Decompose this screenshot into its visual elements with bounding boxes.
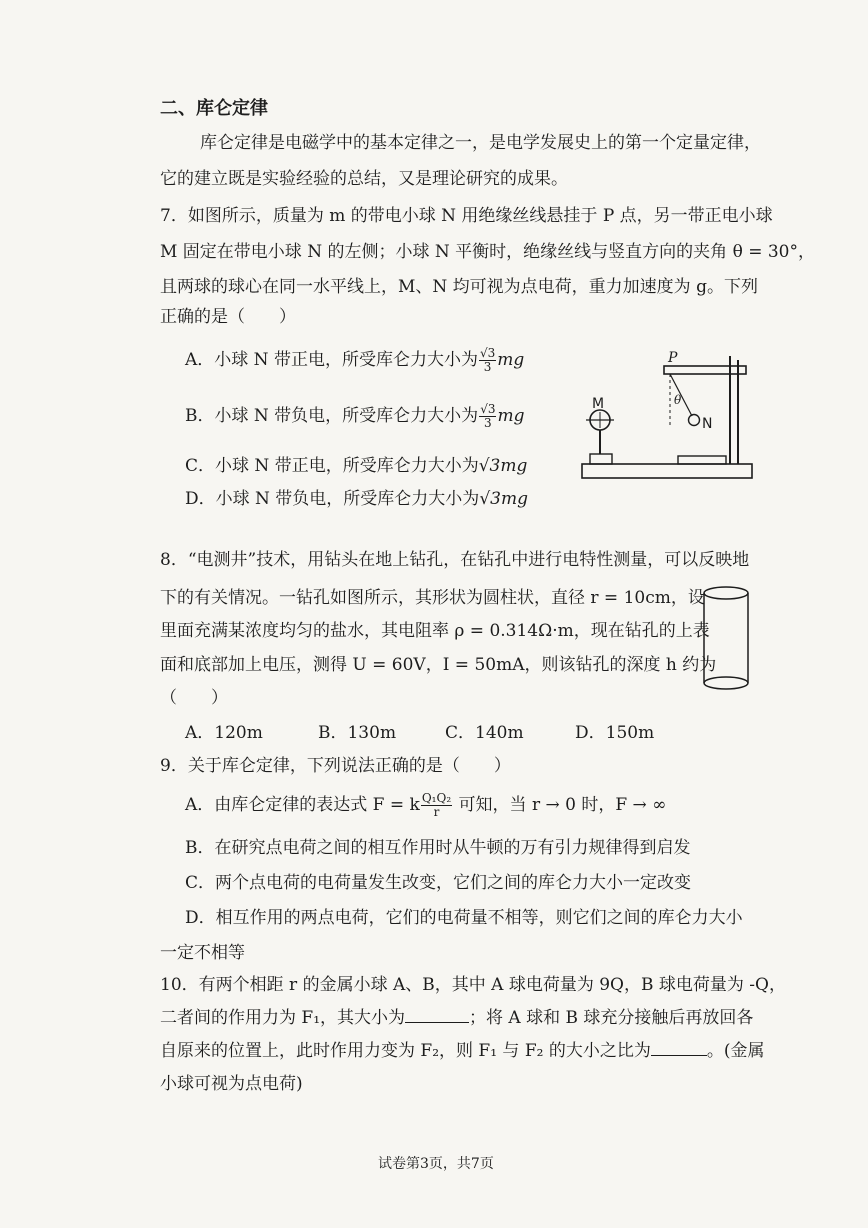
q7-option-a (185, 345, 524, 374)
q10-line-3-text-a: 自原来的位置上，此时作用力变为 F₂，则 F₁ 与 F₂ 的大小之比为 (160, 1041, 651, 1061)
q7-option-d-text: D．小球 N 带负电，所受库仑力大小为 (185, 489, 480, 509)
q7-option-a-text: A．小球 N 带正电，所受库仑力大小为 (185, 350, 478, 370)
cylinder-bottom-ellipse (704, 677, 748, 689)
fraction-numerator: √3 (480, 402, 496, 416)
q7-option-c-value: √3mg (478, 456, 528, 476)
page-footer: 试卷第3页，共7页 (378, 1156, 494, 1172)
q10-stem-line-2 (160, 1003, 753, 1028)
q9-option-a-fraction (421, 792, 452, 819)
figure-ball-n (689, 415, 700, 426)
q7-pendulum-figure (578, 346, 758, 486)
q8-option-b: B．130m (318, 723, 397, 743)
figure-m-stand-foot (590, 454, 612, 464)
fraction-denominator: 3 (483, 360, 492, 374)
q7-stem-line-3: 且两球的球心在同一水平线上，M、N 均可视为点电荷，重力加速度为 g。下列 (160, 277, 758, 297)
q7-option-c (185, 451, 527, 476)
q8-stem-line-1: 8．“电测井”技术，用钻头在地上钻孔，在钻孔中进行电特性测量，可以反映地 (160, 550, 750, 570)
fraction-numerator: √3 (479, 346, 496, 360)
q8-cylinder-figure (698, 583, 754, 695)
q8-stem-line-5: （ ） (160, 688, 228, 708)
q8-stem-line-3: 里面充满某浓度均匀的盐水，其电阻率 ρ = 0.314Ω·m，现在钻孔的上表 (160, 621, 710, 641)
figure-label-p: P (668, 350, 678, 366)
fraction-denominator: r (433, 805, 440, 819)
q7-option-b-fraction (479, 403, 496, 430)
figure-label-m: M (592, 396, 605, 412)
q7-option-a-fraction (479, 347, 496, 374)
figure-label-theta: θ (674, 393, 682, 407)
q10-line-2-text-b: ；将 A 球和 B 球充分接触后再放回各 (469, 1008, 754, 1028)
figure-stand-foot (678, 456, 726, 464)
intro-line-1: 库仑定律是电磁学中的基本定律之一，是电学发展史上的第一个定量定律， (200, 133, 761, 153)
section-title: 二、库仑定律 (160, 98, 268, 119)
q7-option-b-text: B．小球 N 带负电，所受库仑力大小为 (185, 406, 479, 426)
q9-stem: 9．关于库仑定律，下列说法正确的是（ ） (160, 756, 511, 776)
q10-stem-line-3 (160, 1036, 765, 1061)
q7-option-d (185, 484, 528, 509)
q9-option-a (185, 790, 666, 819)
q7-option-b-suffix: mg (497, 406, 525, 426)
q8-stem-line-2: 下的有关情况。一钻孔如图所示，其形状为圆柱状，直径 r = 10cm，设 (160, 588, 705, 608)
q10-answer-blank-2 (651, 1055, 707, 1056)
figure-label-n: N (702, 416, 713, 432)
q9-option-d-line-2: 一定不相等 (160, 943, 245, 963)
q8-option-a: A．120m (185, 723, 263, 743)
q7-option-b (185, 401, 524, 430)
q7-option-a-suffix: mg (497, 350, 525, 370)
figure-crossbar (664, 366, 746, 374)
intro-line-2: 它的建立既是实验经验的总结，又是理论研究的成果。 (160, 169, 568, 189)
q7-stem-line-2: M 固定在带电小球 N 的左侧；小球 N 平衡时，绝缘丝线与竖直方向的夹角 θ = 30°， (160, 242, 815, 262)
q10-line-3-text-b: 。(金属 (706, 1041, 765, 1061)
q9-option-a-suffix: 可知，当 r → 0 时，F → ∞ (453, 795, 667, 815)
fraction-numerator: Q₁Q₂ (421, 791, 452, 805)
q9-option-c: C．两个点电荷的电荷量发生改变，它们之间的库仑力大小一定改变 (185, 873, 692, 893)
q7-stem-line-4: 正确的是（ ） (160, 307, 296, 327)
q8-stem-line-4: 面和底部加上电压，测得 U = 60V，I = 50mA，则该钻孔的深度 h 约为 (160, 655, 717, 675)
q10-stem-line-1: 10．有两个相距 r 的金属小球 A、B，其中 A 球电荷量为 9Q，B 球电荷量为 -Q， (160, 975, 786, 995)
fraction-denominator: 3 (484, 416, 492, 430)
q7-option-d-value: √3mg (479, 489, 528, 509)
q9-option-b: B．在研究点电荷之间的相互作用时从牛顿的万有引力规律得到启发 (185, 838, 691, 858)
q9-option-d-line-1: D．相互作用的两点电荷，它们的电荷量不相等，则它们之间的库仑力大小 (185, 908, 743, 928)
figure-base-board (582, 464, 752, 478)
q10-line-2-text-a: 二者间的作用力为 F₁，其大小为 (160, 1008, 406, 1028)
q8-option-d: D．150m (575, 723, 655, 743)
q7-option-c-text: C．小球 N 带正电，所受库仑力大小为 (185, 456, 479, 476)
q10-answer-blank-1 (405, 1022, 469, 1023)
cylinder-top-ellipse (704, 587, 748, 599)
q8-option-c: C．140m (445, 723, 524, 743)
q10-stem-line-4: 小球可视为点电荷) (160, 1074, 303, 1094)
q7-stem-line-1: 7．如图所示，质量为 m 的带电小球 N 用绝缘丝线悬挂于 P 点，另一带正电小球 (160, 206, 773, 226)
q9-option-a-text: A．由库仑定律的表达式 F = k (185, 795, 420, 815)
